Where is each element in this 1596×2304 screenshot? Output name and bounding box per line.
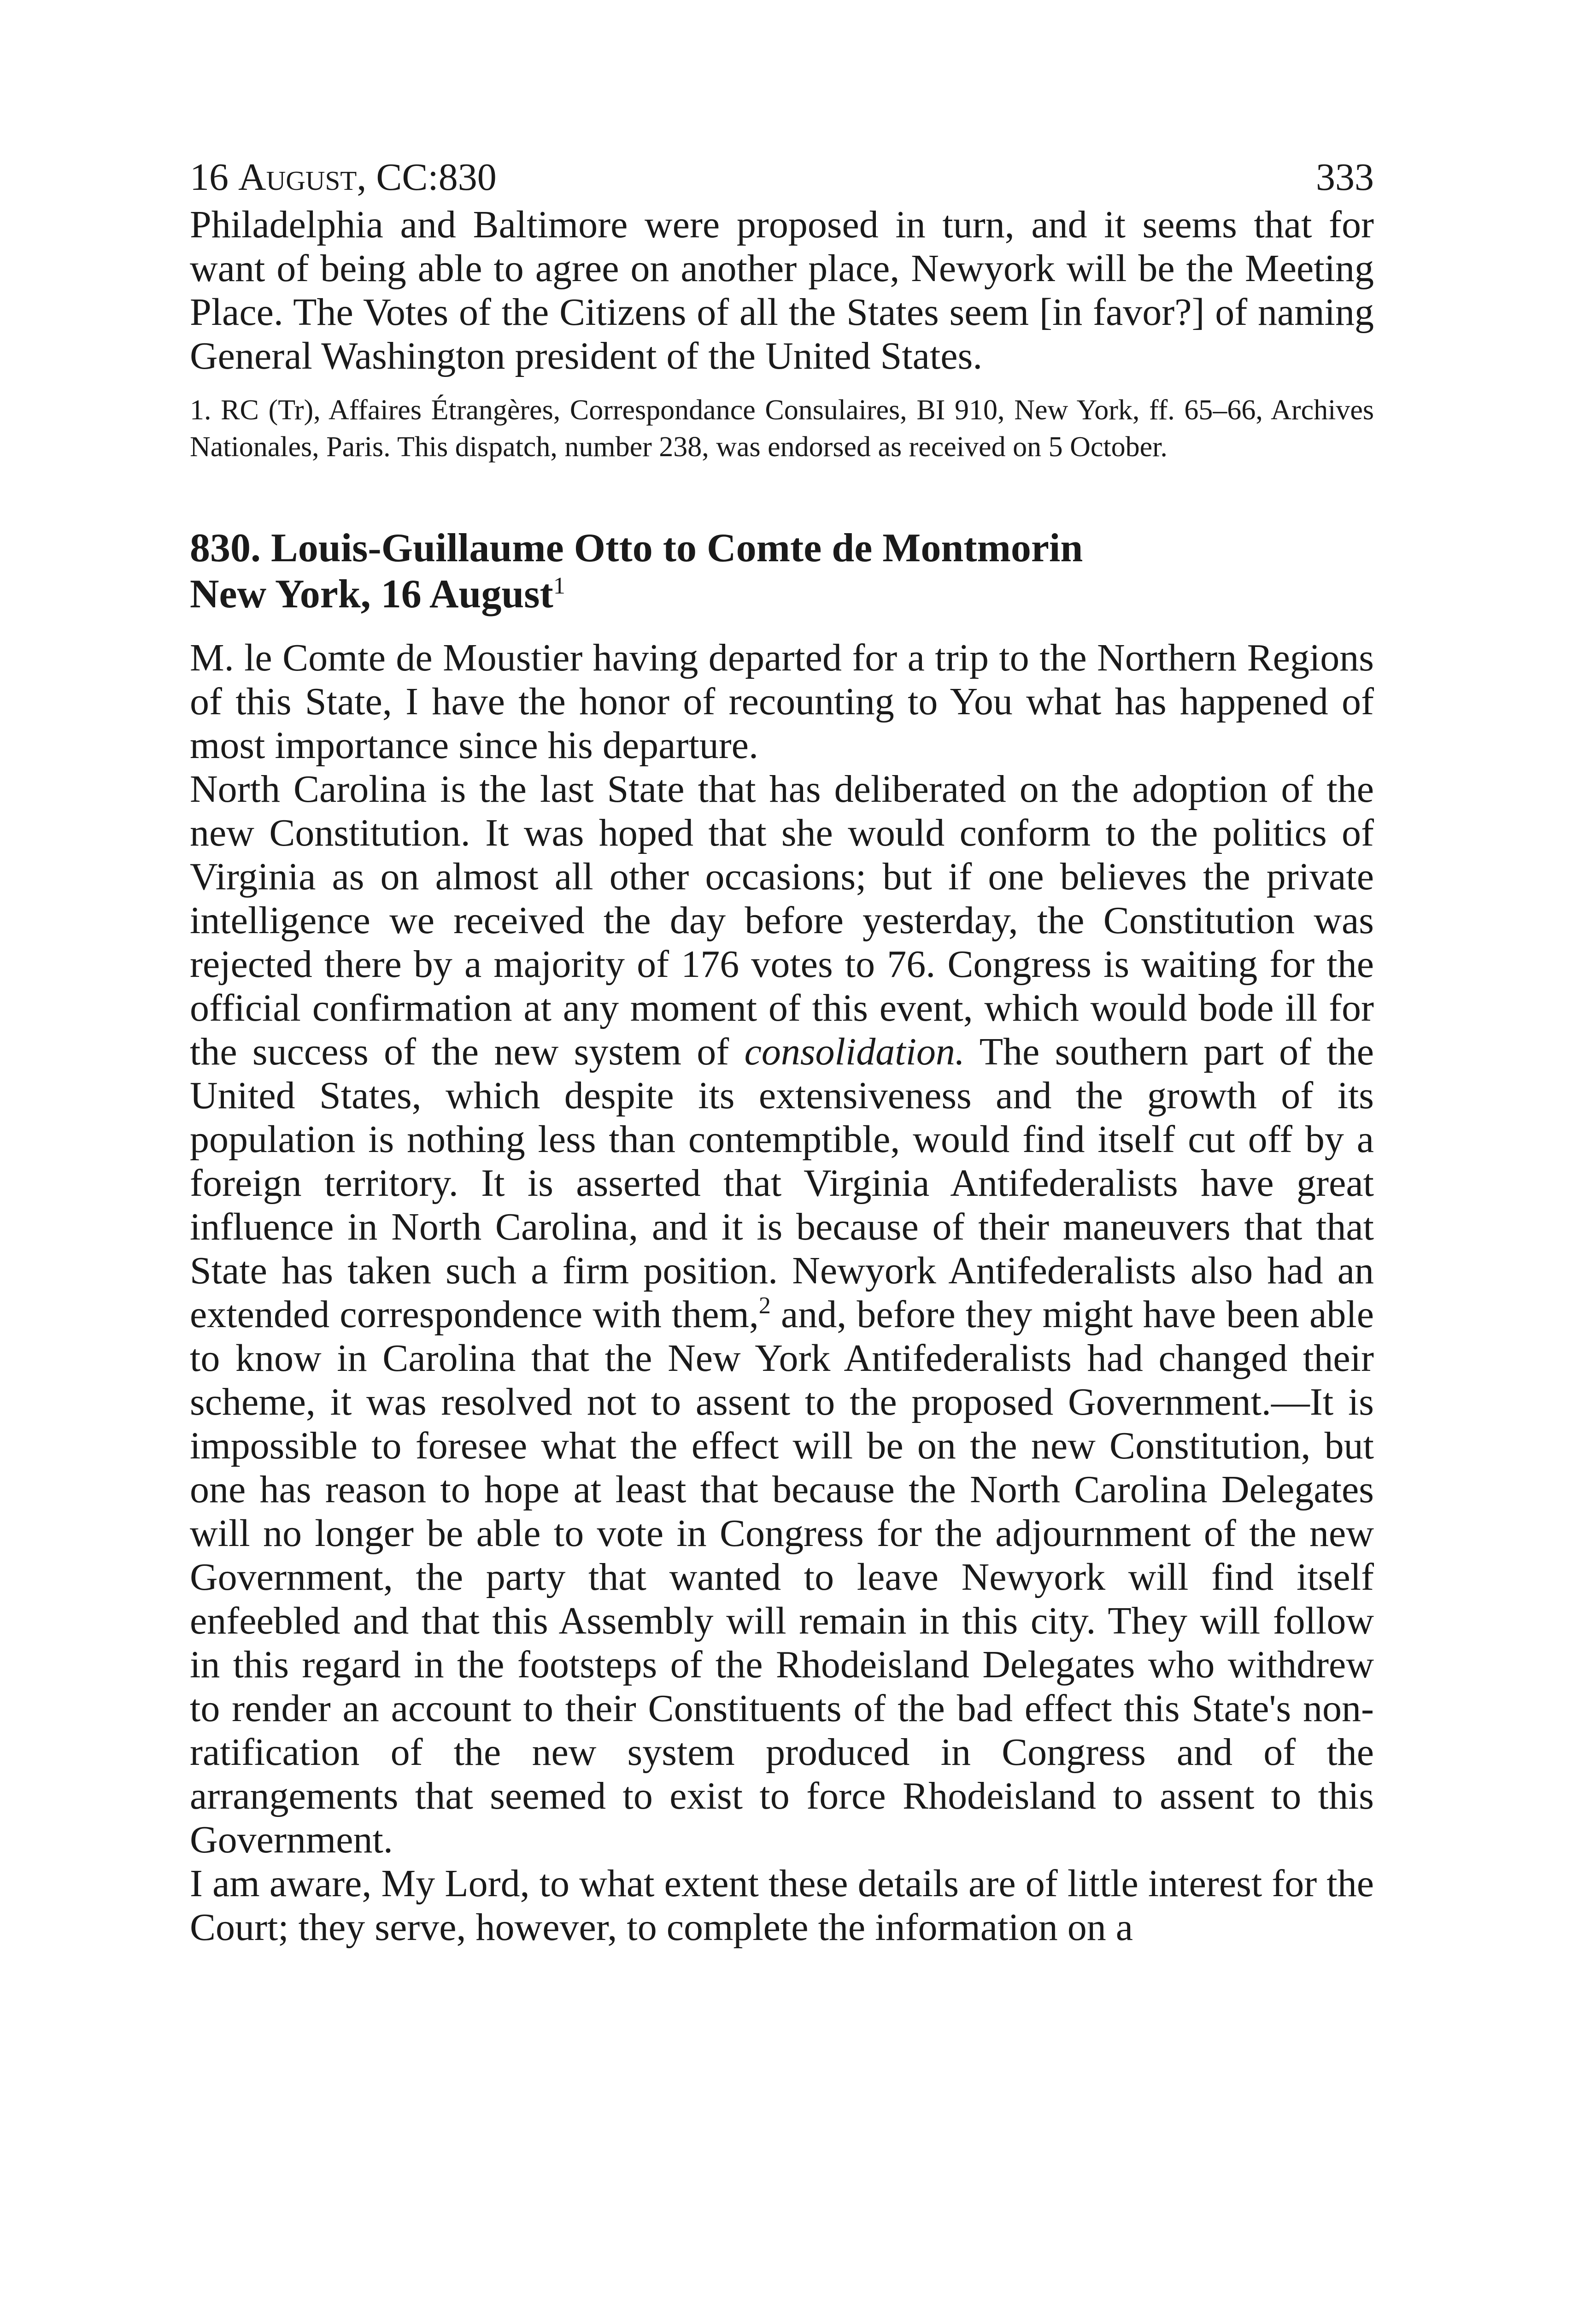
running-head: [190, 152, 1374, 203]
page-content: [190, 152, 1374, 1949]
letter-paragraph-2-part-a: North Carolina is the last State that has deliberated on the adoption of the new Constitution. It was hoped that she would conform to the politics of Virginia as on almost all other occasions; but if one believes the private intelligence we received the day before yesterday, the Constitution was rejected there by a majority of 176 votes to 76. Congress is waiting for the official confirmation at any moment of this event, which would bode ill for the success of the new system of: [190, 768, 1374, 1073]
continuation-paragraph: Philadelphia and Baltimore were proposed in turn, and it seems that for want of being able to agree on another place, Newyork will be the Meeting Place. The Votes of the Citizens of all the States seem [in favor?] of naming General Washington president of the United States.: [190, 203, 1374, 377]
letter-paragraph-2-part-c: and, before they might have been able to know in Carolina that the New York Antifederalists had changed their scheme, it was resolved not to assent to the proposed Government.—It is impossible to foresee what the effect will be on the new Constitution, but one has reason to hope at least that because the North Carolina Delegates will no longer be able to vote in Congress for the adjournment of the new Government, the party that wanted to leave Newyork will find itself enfeebled and that this Assembly will remain in this city. They will follow in this regard in the footsteps of the Rhodeisland Delegates who withdrew to render an account to their Constituents of the bad effect this State's non-ratification of the new system produced in Congress and of the arrangements that seemed to exist to force Rhodeisland to assent to this Government.: [190, 1293, 1374, 1861]
document-heading: [190, 525, 1374, 617]
footnote-ref-2: 2: [758, 1293, 771, 1319]
letter-paragraph-2-part-b: The southern part of the United States, which despite its extensiveness and the growth of its population is nothing less than contemptible, would find itself cut off by a foreign territory. It is asserted that Virginia Antifederalists have great influence in North Carolina, and it is because of their maneuvers that that State has taken such a firm position. Newyork Antifederalists also had an extended correspondence with them,: [190, 1030, 1374, 1336]
letter-paragraph-1: M. le Comte de Moustier having departed for a trip to the Northern Regions of this State, I have the honor of recounting to You what has happened of most importance since his departure.: [190, 636, 1374, 767]
emphasis-consolidation: consolidation.: [744, 1030, 965, 1073]
letter-paragraph-2: [190, 767, 1374, 1862]
letter-paragraph-3: I am aware, My Lord, to what extent these details are of little interest for the Court; they serve, however, to complete the information on a: [190, 1862, 1374, 1949]
letter-body: [190, 636, 1374, 1949]
footnote-1: 1. RC (Tr), Affaires Étrangères, Correspondance Consulaires, BI 910, New York, ff. 65–66, Archives Nationales, Paris. This dispatch, number 238, was endorsed as received on 5 October.: [190, 394, 1374, 463]
document-place-date: New York, 16 August: [190, 572, 553, 617]
document-title: 830. Louis-Guillaume Otto to Comte de Montmorin: [190, 526, 1083, 570]
footnotes: [190, 392, 1374, 465]
running-head-day: 16: [190, 156, 238, 199]
footnote-ref-1: 1: [553, 573, 565, 599]
running-head-left: [190, 152, 497, 203]
document-place-date-line: [190, 571, 1374, 617]
page-number: 333: [1316, 156, 1374, 199]
running-head-month: August: [238, 156, 357, 199]
running-head-ref: , CC:830: [357, 156, 497, 199]
